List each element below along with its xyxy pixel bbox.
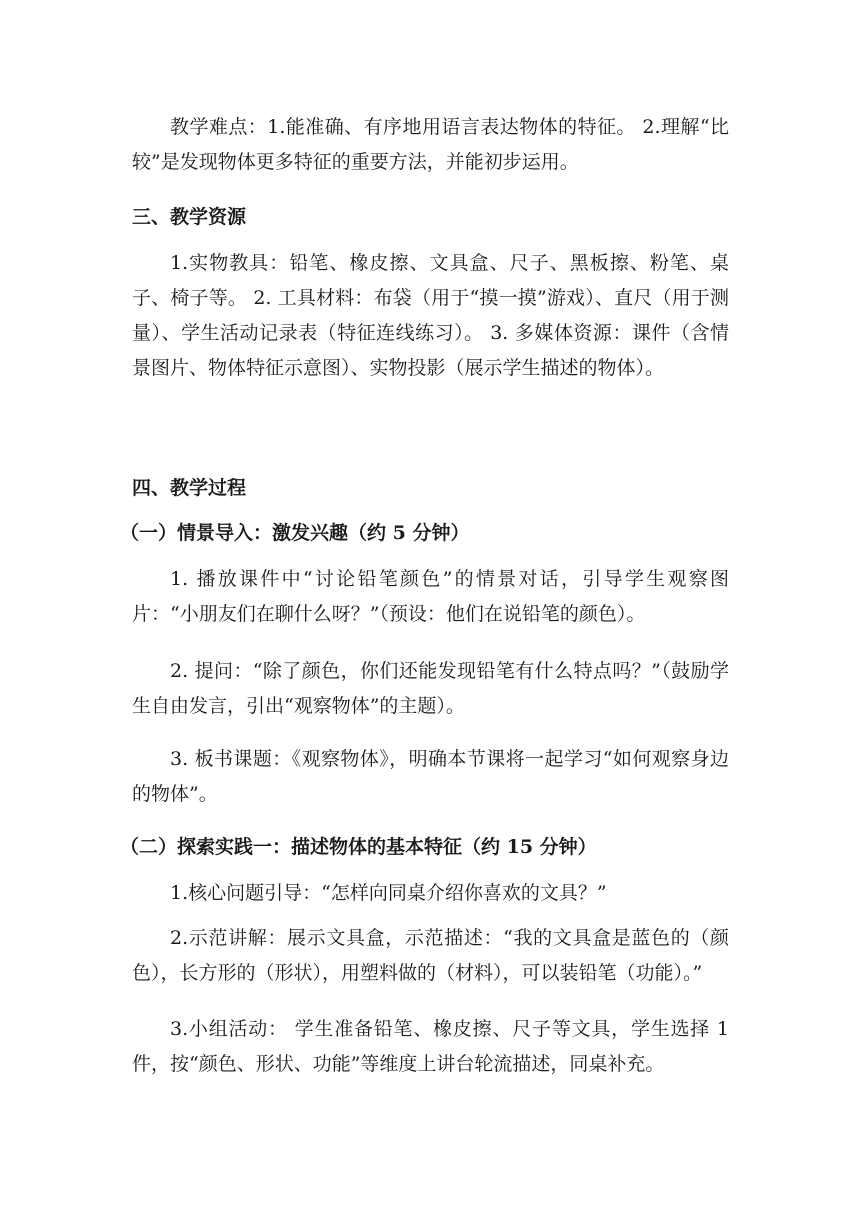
part2-heading: （二）探索实践一：描述物体的基本特征（约 15 分钟） (120, 836, 597, 858)
part2-item-2: 2.示范讲解：展示文具盒，示范描述：“我的文具盒是蓝色的（颜色），长方形的（形状），用塑料做的（材料），可以装铅笔（功能）。” (132, 927, 729, 984)
part1-item-2: 2. 提问：“除了颜色，你们还能发现铅笔有什么特点吗？”（鼓励学生自由发言，引出“观察物体”的主题）。 (132, 660, 729, 717)
teaching-resources-paragraph: 1.实物教具：铅笔、橡皮擦、文具盒、尺子、黑板擦、粉笔、桌子、椅子等。 2. 工具材料：布袋（用于“摸一摸”游戏）、直尺（用于测量）、学生活动记录表（特征连线练习）。 3. 多媒体资源：课件（含情景图片、物体特征示意图）、实物投影（展示学生描述的物体）。 (132, 252, 729, 379)
part2-item-3: 3.小组活动： 学生准备铅笔、橡皮擦、尺子等文具，学生选择 1 件，按“颜色、形状、功能”等维度上讲台轮流描述，同桌补充。 (132, 1018, 729, 1075)
teaching-difficulty-paragraph: 教学难点：1.能准确、有序地用语言表达物体的特征。 2.理解“比较”是发现物体更多特征的重要方法，并能初步运用。 (132, 116, 729, 173)
section-heading-resources: 三、教学资源 (132, 206, 247, 228)
part1-item-3: 3. 板书课题：《观察物体》，明确本节课将一起学习“如何观察身边的物体”。 (132, 748, 729, 805)
section-heading-process: 四、教学过程 (132, 477, 247, 499)
part2-item-1: 1.核心问题引导：“怎样向同桌介绍你喜欢的文具？” (170, 882, 607, 904)
part1-heading: （一）情景导入：激发兴趣（约 5 分钟） (120, 522, 470, 544)
part1-item-1: 1. 播放课件中“讨论铅笔颜色”的情景对话，引导学生观察图片：“小朋友们在聊什么呀？”（预设：他们在说铅笔的颜色）。 (132, 568, 729, 625)
